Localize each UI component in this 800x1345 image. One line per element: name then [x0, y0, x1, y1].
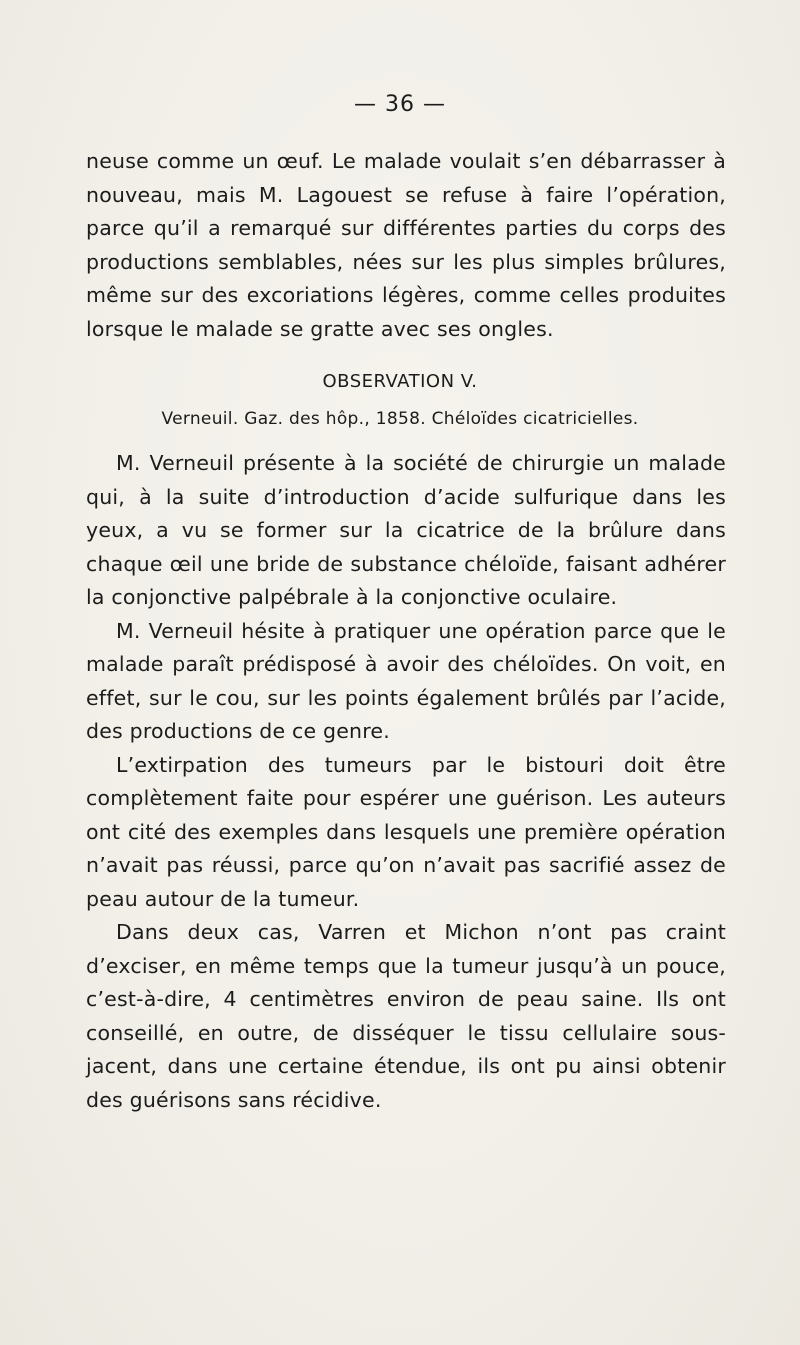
page-number: — 36 —	[354, 92, 446, 117]
paragraph: M. Verneuil présente à la société de chirurgie un malade qui, à la suite d’introduction d’acide sulfurique dans les yeux, a vu se former sur la cicatrice de la brûlure dans chaque œil une bride de substance chéloïde, faisant adhérer la conjonctive palpébrale à la conjonctive oculaire.	[86, 451, 726, 609]
observation-subtitle: Verneuil. Gaz. des hôp., 1858. Chéloïdes cicatricielles.	[161, 409, 639, 429]
paragraph: Dans deux cas, Varren et Michon n’ont pas craint d’exciser, en même temps que la tumeur jusqu’à un pouce, c’est-à-dire, 4 centimètres environ de peau saine. Ils ont conseillé, en outre, de disséquer le tissu cellulaire sous-jacent, dans une certaine étendue, ils ont pu ainsi obtenir des guérisons sans récidive.	[86, 920, 726, 1112]
observation-title: OBSERVATION V.	[322, 371, 478, 392]
paragraph: L’extirpation des tumeurs par le bistouri doit être complètement faite pour espérer une guérison. Les auteurs ont cité des exemples dans lesquels une première opération n’avait pas réussi, parce qu’on n’avait pas sacrifié assez de peau autour de la tumeur.	[86, 752, 726, 911]
paragraph-continuation: neuse comme un œuf. Le malade voulait s’en débarrasser à nouveau, mais M. Lagouest se refuse à faire l’opération, parce qu’il a remarqué sur différentes parties du corps des productions semblables, nées sur les plus simples brûlures, même sur des excoriations légères, comme celles produites lorsque le malade se gratte avec ses ongles.	[86, 149, 726, 341]
text-block-observation	[86, 447, 726, 1117]
text-block-continuation	[86, 145, 726, 346]
paragraph: M. Verneuil hésite à pratiquer une opération parce que le malade paraît prédisposé à avoir des chéloïdes. On voit, en effet, sur le cou, sur les points également brûlés par l’acide, des productions de ce genre.	[86, 618, 726, 743]
